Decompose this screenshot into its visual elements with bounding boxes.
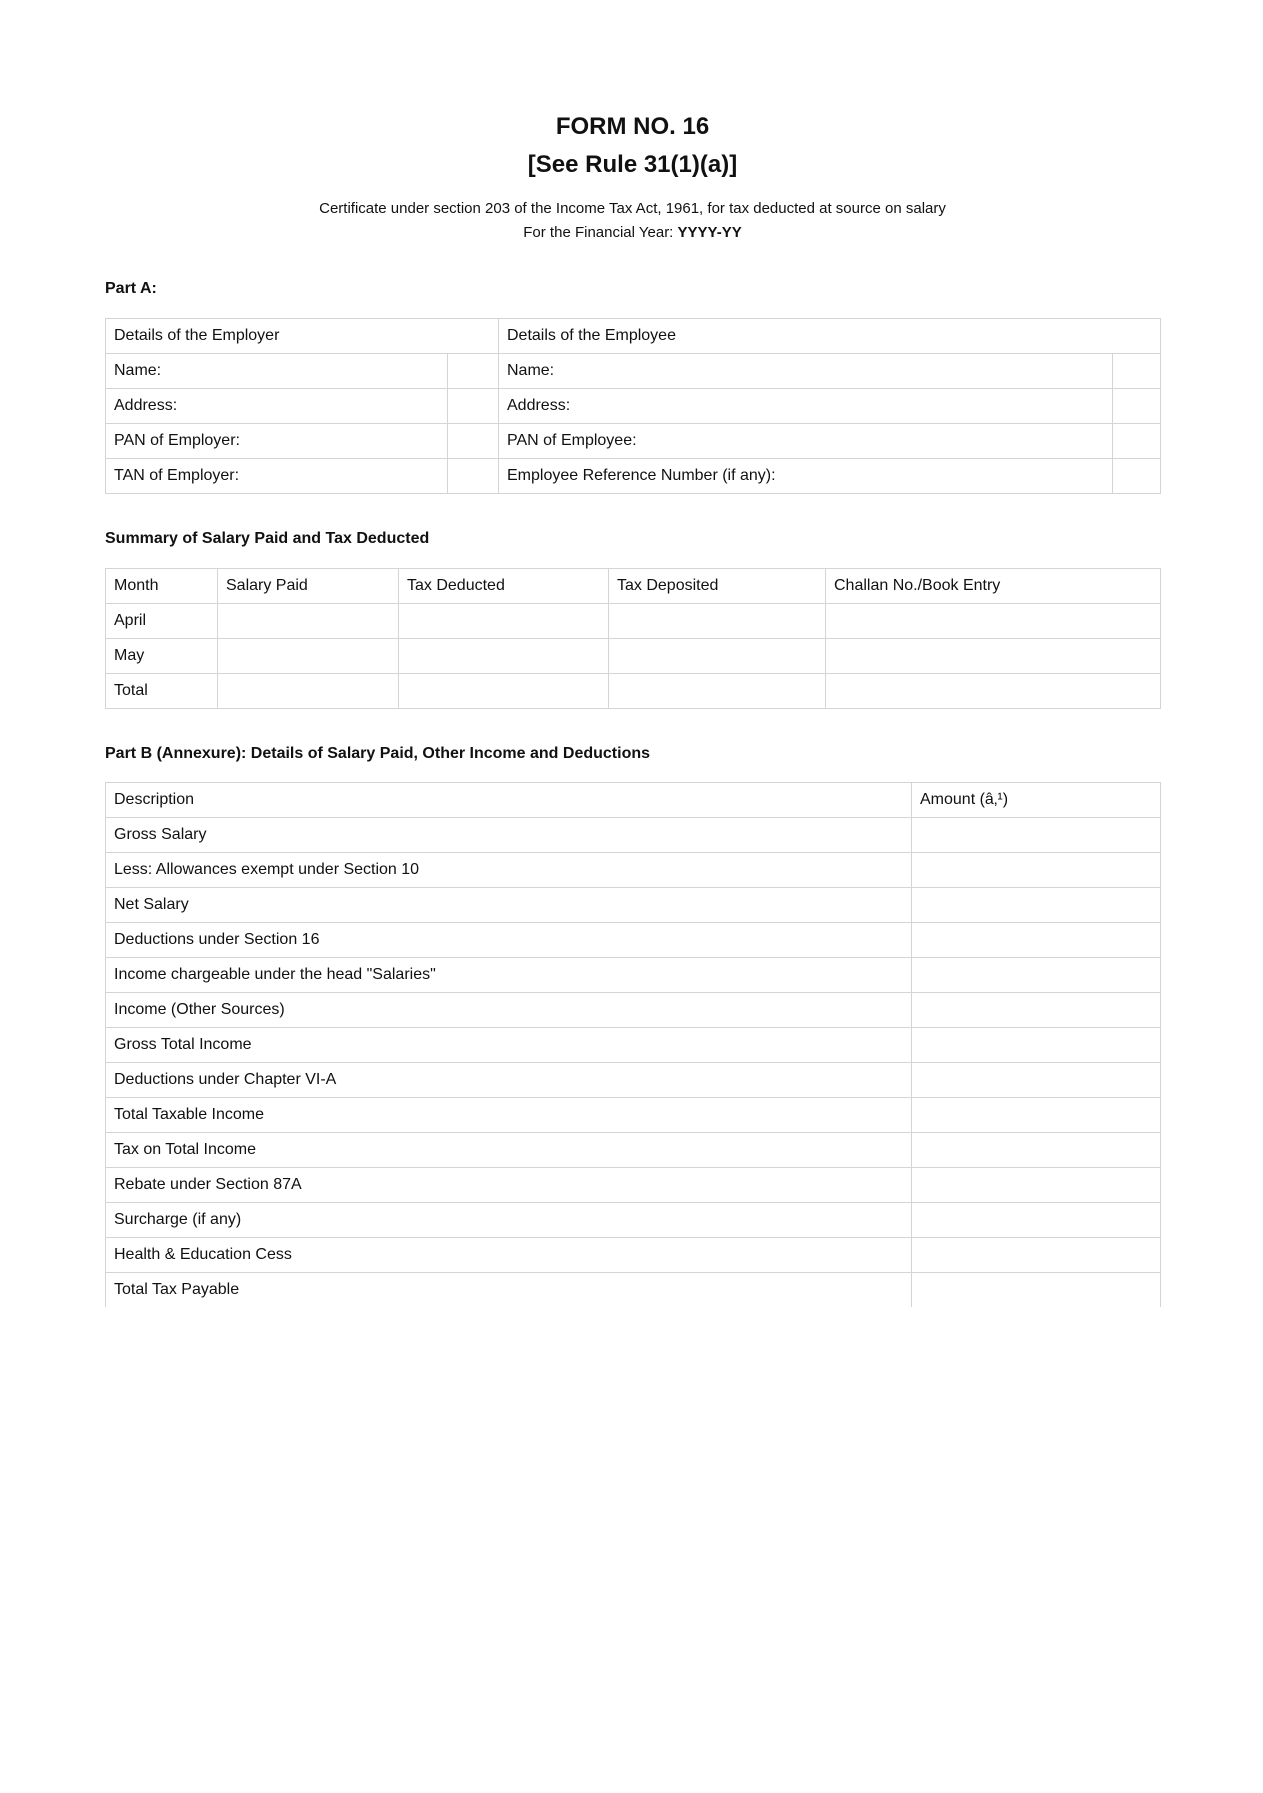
employer-field-value: [448, 459, 499, 494]
financial-year-line: [105, 224, 1160, 242]
description-cell: Tax on Total Income: [106, 1133, 912, 1168]
certificate-text: Certificate under section 203 of the Income Tax Act, 1961, for tax deducted at source on salary: [319, 200, 946, 217]
part-b-row: [106, 1168, 1161, 1203]
summary-value-cell: [609, 604, 826, 639]
month-cell: Total: [106, 674, 218, 709]
description-cell: Deductions under Chapter VI-A: [106, 1063, 912, 1098]
part-a-header-row: [106, 319, 1161, 354]
month-cell: April: [106, 604, 218, 639]
amount-cell: [912, 1063, 1161, 1098]
amount-cell: [912, 853, 1161, 888]
employer-field-label: PAN of Employer:: [106, 424, 448, 459]
financial-year-label: For the Financial Year:: [523, 224, 678, 241]
form-rule: [See Rule 31(1)(a)]: [527, 151, 738, 178]
summary-value-cell: [218, 639, 399, 674]
description-cell: Income (Other Sources): [106, 993, 912, 1028]
part-b-row: [106, 818, 1161, 853]
employer-field-value: [448, 389, 499, 424]
summary-column-header: Challan No./Book Entry: [826, 569, 1161, 604]
summary-value-cell: [826, 639, 1161, 674]
description-cell: Deductions under Section 16: [106, 923, 912, 958]
description-cell: Less: Allowances exempt under Section 10: [106, 853, 912, 888]
part-a-heading: Part A:: [105, 280, 157, 297]
employee-field-label: Name:: [499, 354, 1113, 389]
part-b-heading: Part B (Annexure): Details of Salary Paid, Other Income and Deductions: [105, 745, 651, 762]
part-b-row: [106, 1098, 1161, 1133]
description-cell: Income chargeable under the head "Salaries": [106, 958, 912, 993]
description-cell: Total Taxable Income: [106, 1098, 912, 1133]
description-cell: Surcharge (if any): [106, 1203, 912, 1238]
month-cell: May: [106, 639, 218, 674]
amount-cell: [912, 888, 1161, 923]
description-cell: Health & Education Cess: [106, 1238, 912, 1273]
part-b-row: [106, 958, 1161, 993]
summary-column-header: Tax Deposited: [609, 569, 826, 604]
employer-field-value: [448, 354, 499, 389]
summary-value-cell: [826, 674, 1161, 709]
employee-field-label: PAN of Employee:: [499, 424, 1113, 459]
summary-value-cell: [218, 674, 399, 709]
summary-row: [106, 674, 1161, 709]
part-a-row: [106, 389, 1161, 424]
amount-cell: [912, 958, 1161, 993]
part-b-row: [106, 1063, 1161, 1098]
part-b-row: [106, 993, 1161, 1028]
employee-field-label: Address:: [499, 389, 1113, 424]
employer-field-label: Address:: [106, 389, 448, 424]
employer-details-header: Details of the Employer: [106, 319, 499, 354]
summary-value-cell: [399, 674, 609, 709]
summary-column-header: Month: [106, 569, 218, 604]
summary-row: [106, 639, 1161, 674]
summary-header-row: [106, 569, 1161, 604]
part-b-row: [106, 1133, 1161, 1168]
form-title: FORM NO. 16: [555, 113, 710, 140]
employee-field-value: [1113, 354, 1161, 389]
summary-value-cell: [609, 674, 826, 709]
amount-cell: [912, 818, 1161, 853]
amount-cell: [912, 1203, 1161, 1238]
part-b-row: [106, 853, 1161, 888]
employer-field-label: Name:: [106, 354, 448, 389]
amount-cell: [912, 1238, 1161, 1273]
amount-cell: [912, 1133, 1161, 1168]
amount-cell: [912, 923, 1161, 958]
amount-cell: [912, 1273, 1161, 1308]
summary-column-header: Salary Paid: [218, 569, 399, 604]
part-b-row: [106, 1273, 1161, 1308]
description-cell: Rebate under Section 87A: [106, 1168, 912, 1203]
description-cell: Gross Total Income: [106, 1028, 912, 1063]
part-a-row: [106, 354, 1161, 389]
summary-heading: Summary of Salary Paid and Tax Deducted: [105, 530, 430, 547]
summary-column-header: Tax Deducted: [399, 569, 609, 604]
part-b-row: [106, 1203, 1161, 1238]
summary-value-cell: [399, 639, 609, 674]
part-b-row: [106, 1238, 1161, 1273]
employee-field-value: [1113, 424, 1161, 459]
employee-details-header: Details of the Employee: [499, 319, 1161, 354]
employee-field-value: [1113, 459, 1161, 494]
summary-value-cell: [826, 604, 1161, 639]
employer-field-label: TAN of Employer:: [106, 459, 448, 494]
employee-field-label: Employee Reference Number (if any):: [499, 459, 1113, 494]
description-cell: Gross Salary: [106, 818, 912, 853]
amount-cell: [912, 1028, 1161, 1063]
financial-year-value: YYYY-YY: [677, 224, 742, 241]
part-a-row: [106, 424, 1161, 459]
summary-value-cell: [218, 604, 399, 639]
part-a-table: [105, 318, 1161, 494]
description-cell: Net Salary: [106, 888, 912, 923]
part-a-row: [106, 459, 1161, 494]
description-cell: Total Tax Payable: [106, 1273, 912, 1308]
part-b-row: [106, 923, 1161, 958]
amount-cell: [912, 1168, 1161, 1203]
description-column-header: Description: [106, 783, 912, 818]
employee-field-value: [1113, 389, 1161, 424]
part-b-row: [106, 888, 1161, 923]
part-b-row: [106, 1028, 1161, 1063]
amount-cell: [912, 993, 1161, 1028]
amount-column-header: Amount (â‚¹): [912, 783, 1161, 818]
amount-cell: [912, 1098, 1161, 1133]
summary-table: [105, 568, 1161, 709]
part-b-table: [105, 782, 1161, 1307]
part-b-header-row: [106, 783, 1161, 818]
employer-field-value: [448, 424, 499, 459]
summary-row: [106, 604, 1161, 639]
summary-value-cell: [399, 604, 609, 639]
summary-value-cell: [609, 639, 826, 674]
